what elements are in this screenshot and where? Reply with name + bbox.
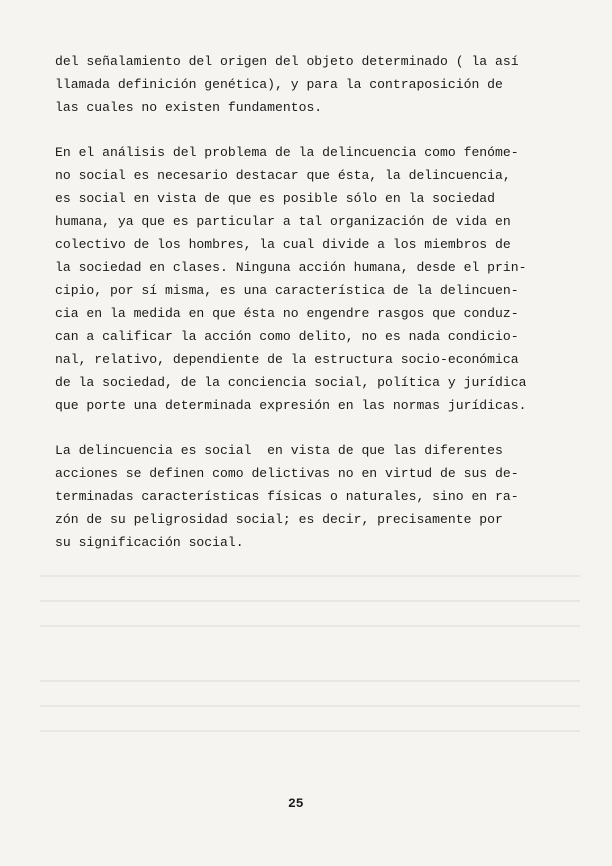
text-line: es social en vista de que es posible sólo en la sociedad — [55, 191, 496, 206]
text-line: no social es necesario destacar que ésta, la delincuencia, — [55, 168, 511, 183]
text-line: colectivo de los hombres, la cual divide a los miembros de — [55, 237, 511, 252]
bleed-through-line — [40, 600, 580, 602]
text-line: las cuales no existen fundamentos. — [55, 100, 323, 115]
text-line: su significación social. — [55, 535, 244, 550]
bleed-through-line — [40, 705, 580, 707]
text-line: humana, ya que es particular a tal organización de vida en — [55, 214, 511, 229]
text-line: la sociedad en clases. Ninguna acción humana, desde el prin- — [55, 260, 527, 275]
text-line: zón de su peligrosidad social; es decir, precisamente por — [55, 512, 503, 527]
text-line: llamada definición genética), y para la contraposición de — [55, 77, 503, 92]
text-line: de la sociedad, de la conciencia social, política y jurídica — [55, 375, 527, 390]
text-line: can a calificar la acción como delito, no es nada condicio- — [55, 329, 519, 344]
text-line: cia en la medida en que ésta no engendre rasgos que conduz- — [55, 306, 519, 321]
text-line: acciones se definen como delictivas no en virtud de sus de- — [55, 466, 519, 481]
bleed-through-line — [40, 680, 580, 682]
bleed-through-line — [40, 730, 580, 732]
bleed-through-line — [40, 575, 580, 577]
text-line: terminadas características físicas o naturales, sino en ra- — [55, 489, 519, 504]
text-line: En el análisis del problema de la delincuencia como fenóme- — [55, 145, 519, 160]
text-line: que porte una determinada expresión en las normas jurídicas. — [55, 398, 527, 413]
page-number: 25 — [288, 796, 304, 811]
bleed-through-line — [40, 625, 580, 627]
text-line: La delincuencia es social en vista de que las diferentes — [55, 443, 503, 458]
text-line: cipio, por sí misma, es una característica de la delincuen- — [55, 283, 519, 298]
text-line: del señalamiento del origen del objeto determinado ( la así — [55, 54, 519, 69]
text-line: nal, relativo, dependiente de la estructura socio-económica — [55, 352, 519, 367]
